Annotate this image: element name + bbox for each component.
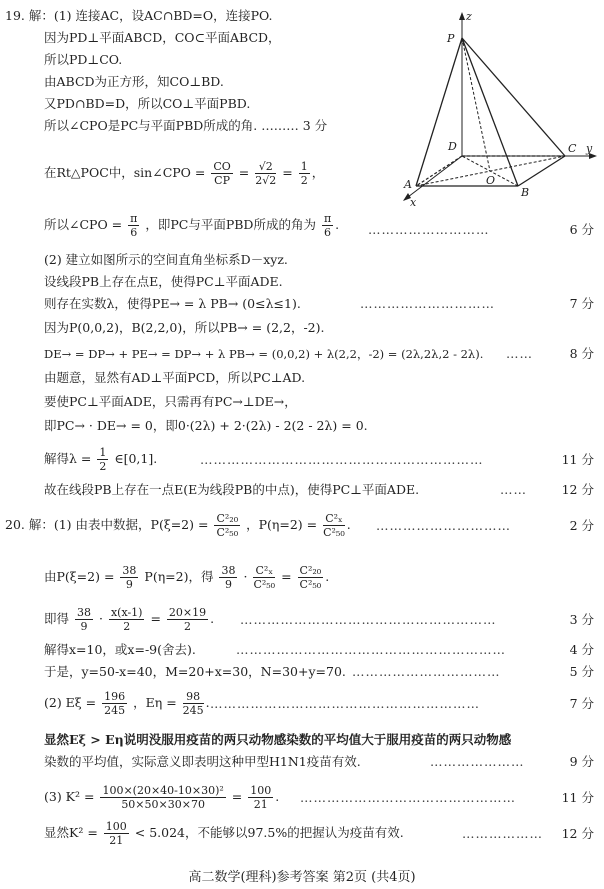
edge-PA — [416, 38, 462, 186]
edge-BC — [518, 156, 565, 186]
score-points: 6 分 — [569, 222, 594, 237]
fraction — [120, 564, 138, 591]
leader-dots: …… — [500, 482, 527, 497]
score-points: 8 分 — [569, 346, 594, 361]
label-x: x — [410, 196, 417, 208]
numerator: C²ₓ — [253, 564, 275, 578]
equals: = — [231, 789, 243, 804]
text-line: 故在线段PB上存在一点E(E为线段PB的中点)，使得PC⊥平面ADE. — [44, 482, 420, 497]
text-fragment: ，即PC与平面PBD所成的角为 — [145, 217, 316, 232]
text-line — [44, 446, 157, 473]
text-line: 因为PD⊥平面ABCD，CO⊂平面ABCD， — [44, 30, 281, 45]
leader-dots: ………………… — [430, 754, 525, 769]
text-line: 由P(ξ=2) = $\frac{38}{9}$ P(η=2)，得 $\frac{38}{9}$ · $\frac{\text{C²ₓ}}{\text{C²₅₀}}$ = $\frac{\text{C²₂₀}}{\text{C²₅₀}}$ . — [44, 564, 330, 591]
score-points: 7 分 — [569, 696, 594, 711]
leader-dots: ……………………………………………………… — [200, 452, 484, 467]
text-line: 20. 解：(1) 由表中数据，P(ξ=2) = $\frac{\text{C²₂₀}}{\text{C²₅₀}}$ ，P(η=2) = $\frac{\text{C²ₓ}}{\text{C²₅₀}}$ . — [5, 512, 351, 539]
text-line: 19. 解：(1) 连接AC，设AC∩BD=O，连接PO. — [5, 8, 273, 23]
fraction — [100, 784, 225, 811]
numerator: 38 — [221, 564, 236, 577]
equals: = — [281, 569, 292, 584]
text-line: 在Rt△POC中，sin∠CPO = $\frac{CO}{CP}$ = $\frac{√2}{2√2}$ = $\frac{1}{2}$ ， — [44, 160, 325, 187]
denominator: 9 — [80, 620, 88, 633]
label-P: P — [447, 32, 455, 45]
text-line: 要使PC⊥平面ADE，只需再有PC→⊥DE→， — [44, 394, 297, 409]
leader-dots: ……………………… — [368, 222, 490, 237]
text-line: 则存在实数λ，使得PE→ = λ PB→ (0≤λ≤1). — [44, 296, 301, 311]
fraction — [214, 512, 240, 539]
label-z: z — [466, 10, 472, 23]
text-fragment: 解得λ = — [44, 451, 92, 466]
text-line: 于是，y=50-x=40，M=20+x=30，N=30+y=70. — [44, 664, 346, 679]
text-line: 染数的平均值，实际意义即表明这种甲型H1N1疫苗有效. — [44, 754, 361, 769]
denominator: 245 — [104, 704, 126, 717]
denominator: C²₅₀ — [299, 578, 322, 591]
text-line: (2) 建立如图所示的空间直角坐标系D－xyz. — [44, 252, 288, 267]
score-points: 3 分 — [569, 612, 594, 627]
text-line: 显然Eξ > Eη说明没服用疫苗的两只动物感染数的平均值大于服用疫苗的两只动物感 — [44, 732, 512, 747]
leader-dots: ………………………… — [360, 296, 495, 311]
edge-PC — [462, 38, 565, 156]
score-points: 11 分 — [561, 452, 594, 467]
numerator: x(x-1) — [110, 606, 143, 619]
label-O: O — [486, 174, 496, 187]
fraction — [253, 564, 275, 591]
leader-dots: ………………………………………… — [300, 790, 516, 805]
fraction — [298, 564, 324, 591]
denominator: 21 — [253, 798, 268, 811]
fraction — [75, 606, 93, 633]
text-fragment: (3) K² = — [44, 789, 95, 804]
leader-dots: ………………………… — [376, 518, 511, 533]
numerator: 100×(20×40-10×30)² — [102, 784, 224, 797]
fraction — [109, 606, 145, 633]
numerator: π — [130, 212, 138, 225]
text-line: 由题意，显然有AD⊥平面PCD，所以PC⊥AD. — [44, 370, 306, 385]
score-points: 9 分 — [569, 754, 594, 769]
text-fragment: 即得 — [44, 611, 70, 626]
numerator: C²₂₀ — [299, 564, 322, 577]
numerator: C²₂₀ — [216, 512, 239, 525]
fraction — [255, 160, 276, 187]
text-fragment: 由P(ξ=2) = — [44, 569, 115, 584]
label-C: C — [568, 142, 577, 155]
denominator: 6 — [324, 226, 332, 239]
text-fragment: ∈[0,1]. — [114, 451, 158, 466]
numerator: 38 — [122, 564, 137, 577]
fraction — [211, 160, 232, 187]
text-fragment: · — [243, 569, 248, 584]
text-line: 所以∠CPO = $\frac{\pi}{6}$ ，即PC与平面PBD所成的角为 $\frac{\pi}{6}$ . — [44, 212, 340, 239]
fraction — [128, 212, 139, 239]
edge-DA — [416, 156, 462, 186]
text-fragment: · — [98, 611, 103, 626]
denominator: 9 — [125, 578, 133, 591]
denominator: C²₅₀ — [323, 526, 345, 539]
text-fragment: (2) Eξ = — [44, 695, 97, 710]
denominator: 9 — [224, 578, 232, 591]
pyramid-diagram — [400, 8, 598, 208]
leader-dots: …………………………………………………… — [210, 696, 480, 711]
edge-PB — [462, 38, 518, 186]
text-fragment: 显然K² = — [44, 825, 98, 840]
text-line: 即得 $\frac{38}{9}$ · $\frac{x(x-1)}{2}$ = $\frac{20\times 19}{2}$ . — [44, 606, 215, 633]
fraction — [167, 606, 208, 633]
text-line: 解得x=10，或x=-9(舍去). — [44, 642, 196, 657]
text-line: 所以∠CPO是PC与平面PBD所成的角. ……… 3 分 — [44, 118, 328, 133]
numerator: 98 — [183, 690, 204, 704]
text-line: 因为P(0,0,2)，B(2,2,0)，所以PB→ = (2,2，-2). — [44, 320, 325, 335]
text-fragment: < 5.024，不能够以97.5%的把握认为疫苗有效. — [134, 825, 404, 840]
equals: = — [150, 611, 161, 626]
numerator: CO — [213, 160, 231, 173]
label-y: y — [586, 142, 593, 155]
leader-dots: ………………………………………………… — [240, 612, 497, 627]
fraction — [183, 690, 204, 717]
text-line: DE→ = DP→ + PE→ = DP→ + λ PB→ = (0,0,2) + λ(2,2，-2) = (2λ,2λ,2 - 2λ). — [44, 347, 484, 361]
score-points: 7 分 — [569, 296, 594, 311]
numerator: 1 — [99, 446, 107, 459]
score-points: 2 分 — [569, 518, 594, 533]
fraction — [102, 690, 127, 717]
score-points: 11 分 — [561, 790, 594, 805]
text-line: 设线段PB上存在点E，使得PC⊥平面ADE. — [44, 274, 283, 289]
leader-dots: …………………………………………………… — [236, 642, 506, 657]
numerator: 20×19 — [168, 606, 207, 619]
score-points: 5 分 — [569, 664, 594, 679]
fraction — [299, 160, 310, 187]
fraction — [323, 512, 345, 539]
numerator: √2 — [255, 160, 276, 174]
score-points: 4 分 — [569, 642, 594, 657]
denominator: 2√2 — [255, 174, 277, 187]
denominator: 245 — [182, 704, 204, 717]
fraction — [248, 784, 273, 811]
score-points: 12 分 — [561, 826, 594, 841]
text-line: 又PD∩BD=D，所以CO⊥平面PBD. — [44, 96, 251, 111]
leader-dots: …… — [506, 346, 533, 361]
text-line: (2) Eξ = $\frac{196}{245}$ ，Eη = $\frac{98}{245}$ . — [44, 690, 210, 717]
score-points: 12 分 — [561, 482, 594, 497]
numerator: 100 — [250, 784, 272, 797]
denominator: 50×50×30×70 — [121, 798, 205, 811]
text-fragment: 所以∠CPO = — [44, 217, 123, 232]
denominator: 2 — [123, 620, 131, 633]
fraction — [104, 820, 129, 847]
text-line: 即PC→ · DE→ = 0，即0·(2λ) + 2·(2λ) - 2(2 - 2λ) = 0. — [44, 418, 368, 433]
x-axis — [404, 156, 462, 200]
text-line: 由ABCD为正方形，知CO⊥BD. — [44, 74, 224, 89]
text-line — [44, 820, 404, 847]
label-D: D — [448, 140, 457, 153]
denominator: 2 — [99, 460, 107, 473]
text-fragment: ，P(η=2) = — [246, 517, 318, 532]
text-fragment: 20. 解：(1) 由表中数据，P(ξ=2) = — [5, 517, 209, 532]
denominator: C²₅₀ — [253, 578, 276, 591]
denominator: CP — [214, 174, 230, 187]
label-A: A — [404, 178, 412, 191]
numerator: π — [323, 212, 332, 225]
text-fragment: ，Eη = — [133, 695, 177, 710]
equals: = — [238, 165, 250, 180]
z-arrow — [459, 12, 465, 20]
text-fragment: P(η=2)，得 — [144, 569, 214, 584]
numerator: 196 — [104, 690, 126, 703]
numerator: 1 — [300, 160, 308, 173]
denominator: 21 — [109, 834, 124, 847]
denominator: 2 — [184, 620, 192, 633]
fraction — [97, 446, 108, 473]
fraction — [219, 564, 237, 591]
denominator: C²₅₀ — [216, 526, 239, 539]
label-B: B — [521, 186, 530, 199]
numerator: 100 — [105, 820, 127, 833]
text-line: (3) K² = $\frac{\text{100×(20×40-10×30)²}}{50\times 50\times 30\times 70}$ = $\frac{100}{21}$ . — [44, 784, 280, 811]
equals: = — [282, 165, 293, 180]
leader-dots: …………………………… — [352, 664, 501, 679]
denominator: 2 — [300, 174, 308, 187]
fraction — [322, 212, 333, 239]
text-line: 所以PD⊥CO. — [44, 52, 123, 67]
seg-PO — [462, 38, 490, 171]
numerator: C²ₓ — [323, 512, 345, 526]
denominator: 6 — [130, 226, 138, 239]
numerator: 38 — [77, 606, 91, 619]
text-fragment: 在Rt△POC中，sin∠CPO = — [44, 165, 206, 180]
page-footer: 高二数学(理科)参考答案 第2页 (共4页) — [188, 870, 416, 885]
leader-dots: ……………… — [462, 826, 543, 841]
